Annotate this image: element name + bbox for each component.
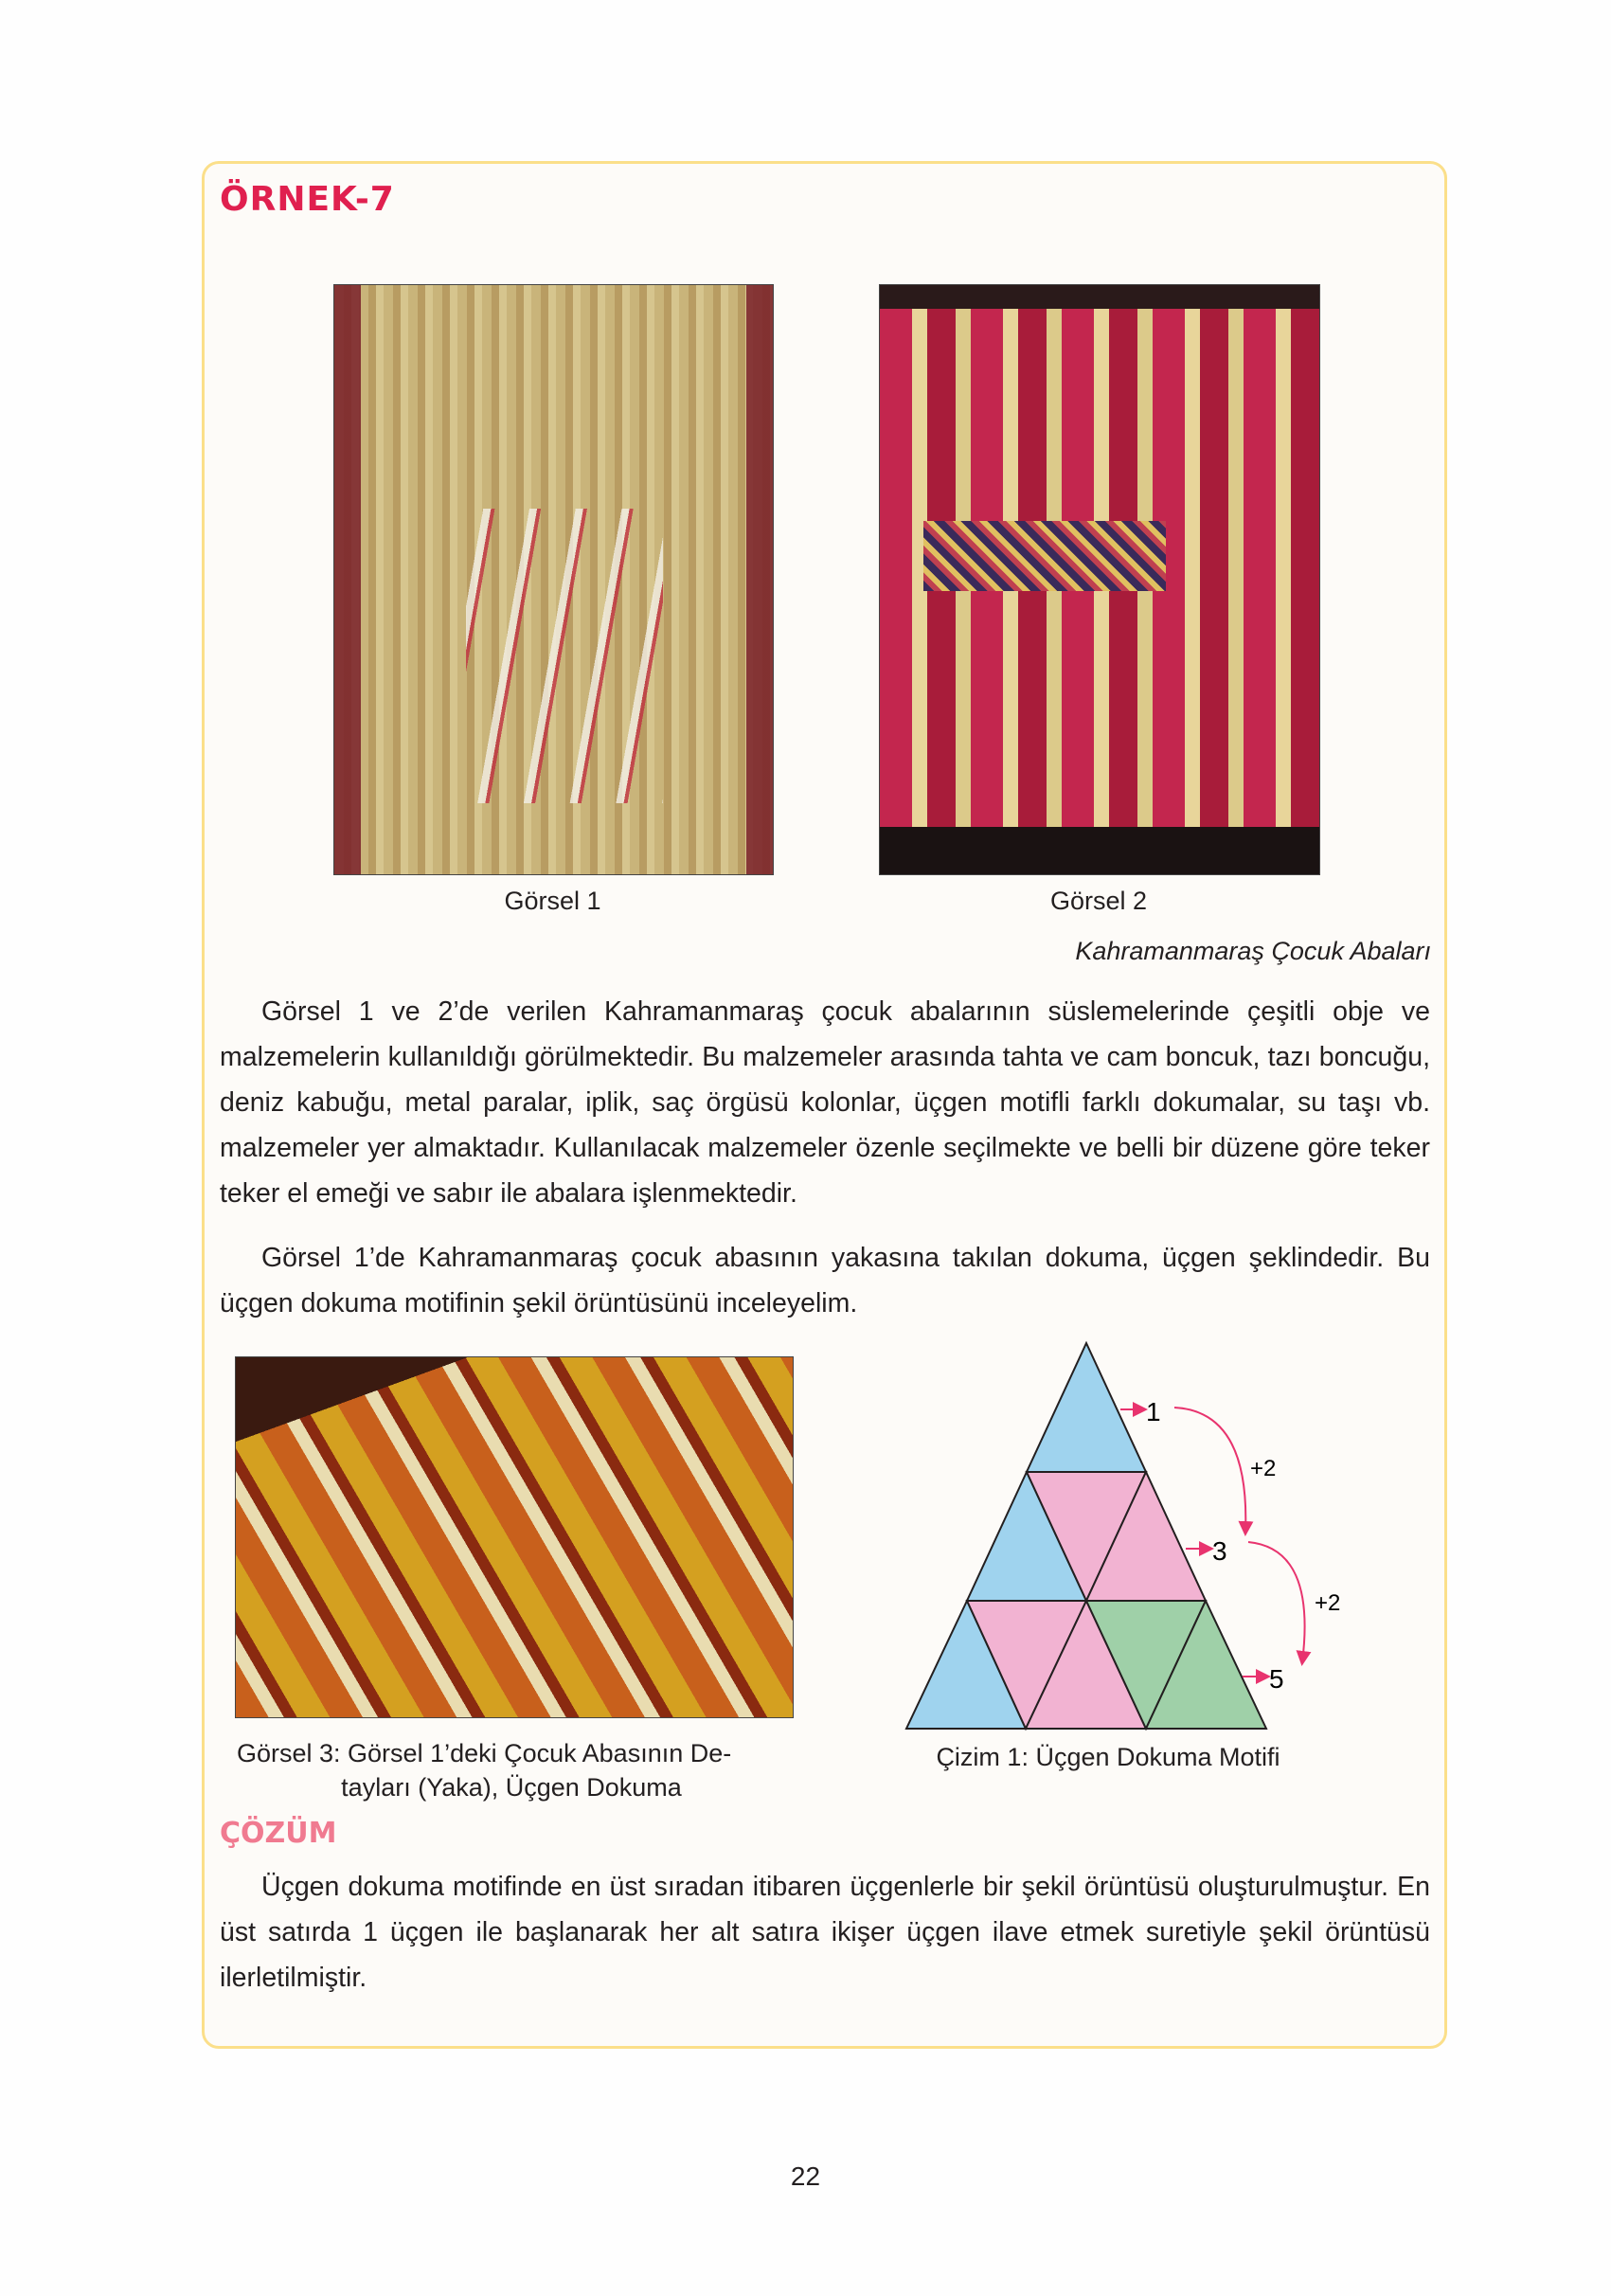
tri-row1 [1027,1343,1146,1472]
increment-2: +2 [1315,1590,1341,1616]
photo-gorsel-3 [235,1356,794,1718]
triangle-motif-diagram [890,1326,1421,1743]
row-count-1: 1 [1146,1397,1161,1426]
paragraph-1-text: Görsel 1 ve 2’de verilen Kahramanmaraş çocuk abalarının süslemelerinde çeşitli obje ve malzemelerin kullanıldığı görülmektedir. Bu malzemeler arasında tahta ve cam boncuk, tazı boncuğu, deniz kabuğu, metal paralar, iplik, saç örgüsü kolonlar, üçgen motifli farklı dokumalar, su taşı vb. malzemeler yer almaktadır. Kullanılacak malzemeler özenle seçilmekte ve belli bir düzene göre teker teker el emeği ve sabır ile abalara işlenmektedir. [220,996,1430,1209]
photo-credit: Kahramanmaraş Çocuk Abaları [1075,937,1431,965]
gorsel-2-caption: Görsel 2 [1049,887,1148,915]
paragraph-2-text: Görsel 1’de Kahramanmaraş çocuk abasının yakasına takılan dokuma, üçgen şeklindedir. Bu üçgen dokuma motifinin şekil örüntüsünü inceleyelim. [220,1243,1430,1318]
row-count-3: 3 [1212,1536,1227,1566]
paragraph-1 [220,989,1430,1216]
solution-label: ÇÖZÜM [220,1817,337,1850]
drawing-caption: Çizim 1: Üçgen Dokuma Motifi [936,1743,1280,1771]
example-title: ÖRNEK-7 [220,180,395,219]
increment-1: +2 [1250,1456,1277,1481]
paragraph-3 [220,1864,1430,2000]
paragraph-3-text: Üçgen dokuma motifinde en üst sıradan itibaren üçgenlerle bir şekil örüntüsü oluşturulmuştur. En üst satırda 1 üçgen ile başlanarak her alt satıra ikişer üçgen ilave etmek suretiyle şekil örüntüsü ilerletilmiştir. [220,1872,1430,1993]
gorsel-1-caption: Görsel 1 [504,887,601,915]
gorsel-3-caption-line-2: tayları (Yaka), Üçgen Dokuma [341,1773,682,1802]
photo-gorsel-2 [879,284,1320,875]
page-number: 22 [790,2161,821,2191]
paragraph-2 [220,1235,1430,1326]
photo-gorsel-1 [333,284,774,875]
gorsel-3-caption-line-1: Görsel 3: Görsel 1’deki Çocuk Abasının De- [237,1739,732,1767]
row-count-5: 5 [1269,1664,1284,1694]
